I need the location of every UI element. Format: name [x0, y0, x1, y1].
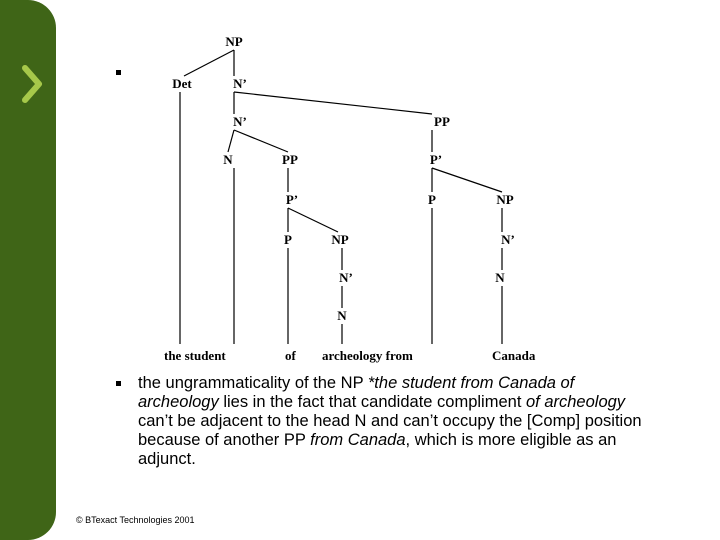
node-nbar-right: N’	[501, 232, 515, 247]
syntax-tree	[150, 28, 570, 368]
para-emph-1: *the student from Canada of archeology	[138, 374, 575, 411]
para-text-3: can’t be adjacent to the head N and can’t occupy the [Comp] position because of another PP	[138, 412, 642, 449]
node-n-right: N	[495, 270, 505, 285]
node-nbar-left: N’	[339, 270, 353, 285]
word-of: of	[285, 348, 296, 363]
node-n-left: N	[337, 308, 347, 323]
node-pp-left: PP	[282, 152, 298, 167]
node-np-top: NP	[225, 34, 243, 49]
node-pbar-right: P’	[429, 152, 443, 167]
square-bullet-icon	[116, 70, 121, 75]
node-nbar-top: N’	[233, 76, 247, 91]
explanation-paragraph	[138, 374, 658, 469]
sidebar-band	[0, 0, 56, 540]
para-text-1: the ungrammaticality of the NP	[138, 374, 368, 392]
para-text-2: lies in the fact that candidate compliment	[218, 393, 526, 411]
node-pp-right: PP	[434, 114, 450, 129]
node-np-left: NP	[331, 232, 349, 247]
chevron-right-icon	[17, 60, 49, 108]
copyright-footer: © BTexact Technologies 2001	[76, 515, 195, 525]
node-np-right: NP	[496, 192, 514, 207]
node-n-head: N	[223, 152, 233, 167]
para-text-4: , which is more eligible as an adjunct.	[138, 431, 617, 468]
word-the-student: the student	[164, 348, 226, 363]
para-emph-3: from Canada	[310, 431, 406, 449]
word-archeology-from: archeology from	[322, 348, 413, 363]
node-nbar-mid: N’	[233, 114, 247, 129]
node-p-right: P	[428, 192, 436, 207]
square-bullet-icon	[116, 381, 121, 386]
word-canada: Canada	[492, 348, 536, 363]
para-emph-2: of archeology	[525, 393, 626, 411]
node-p-left: P	[284, 232, 292, 247]
node-det: Det	[172, 76, 192, 91]
node-pbar-left: P’	[285, 192, 299, 207]
